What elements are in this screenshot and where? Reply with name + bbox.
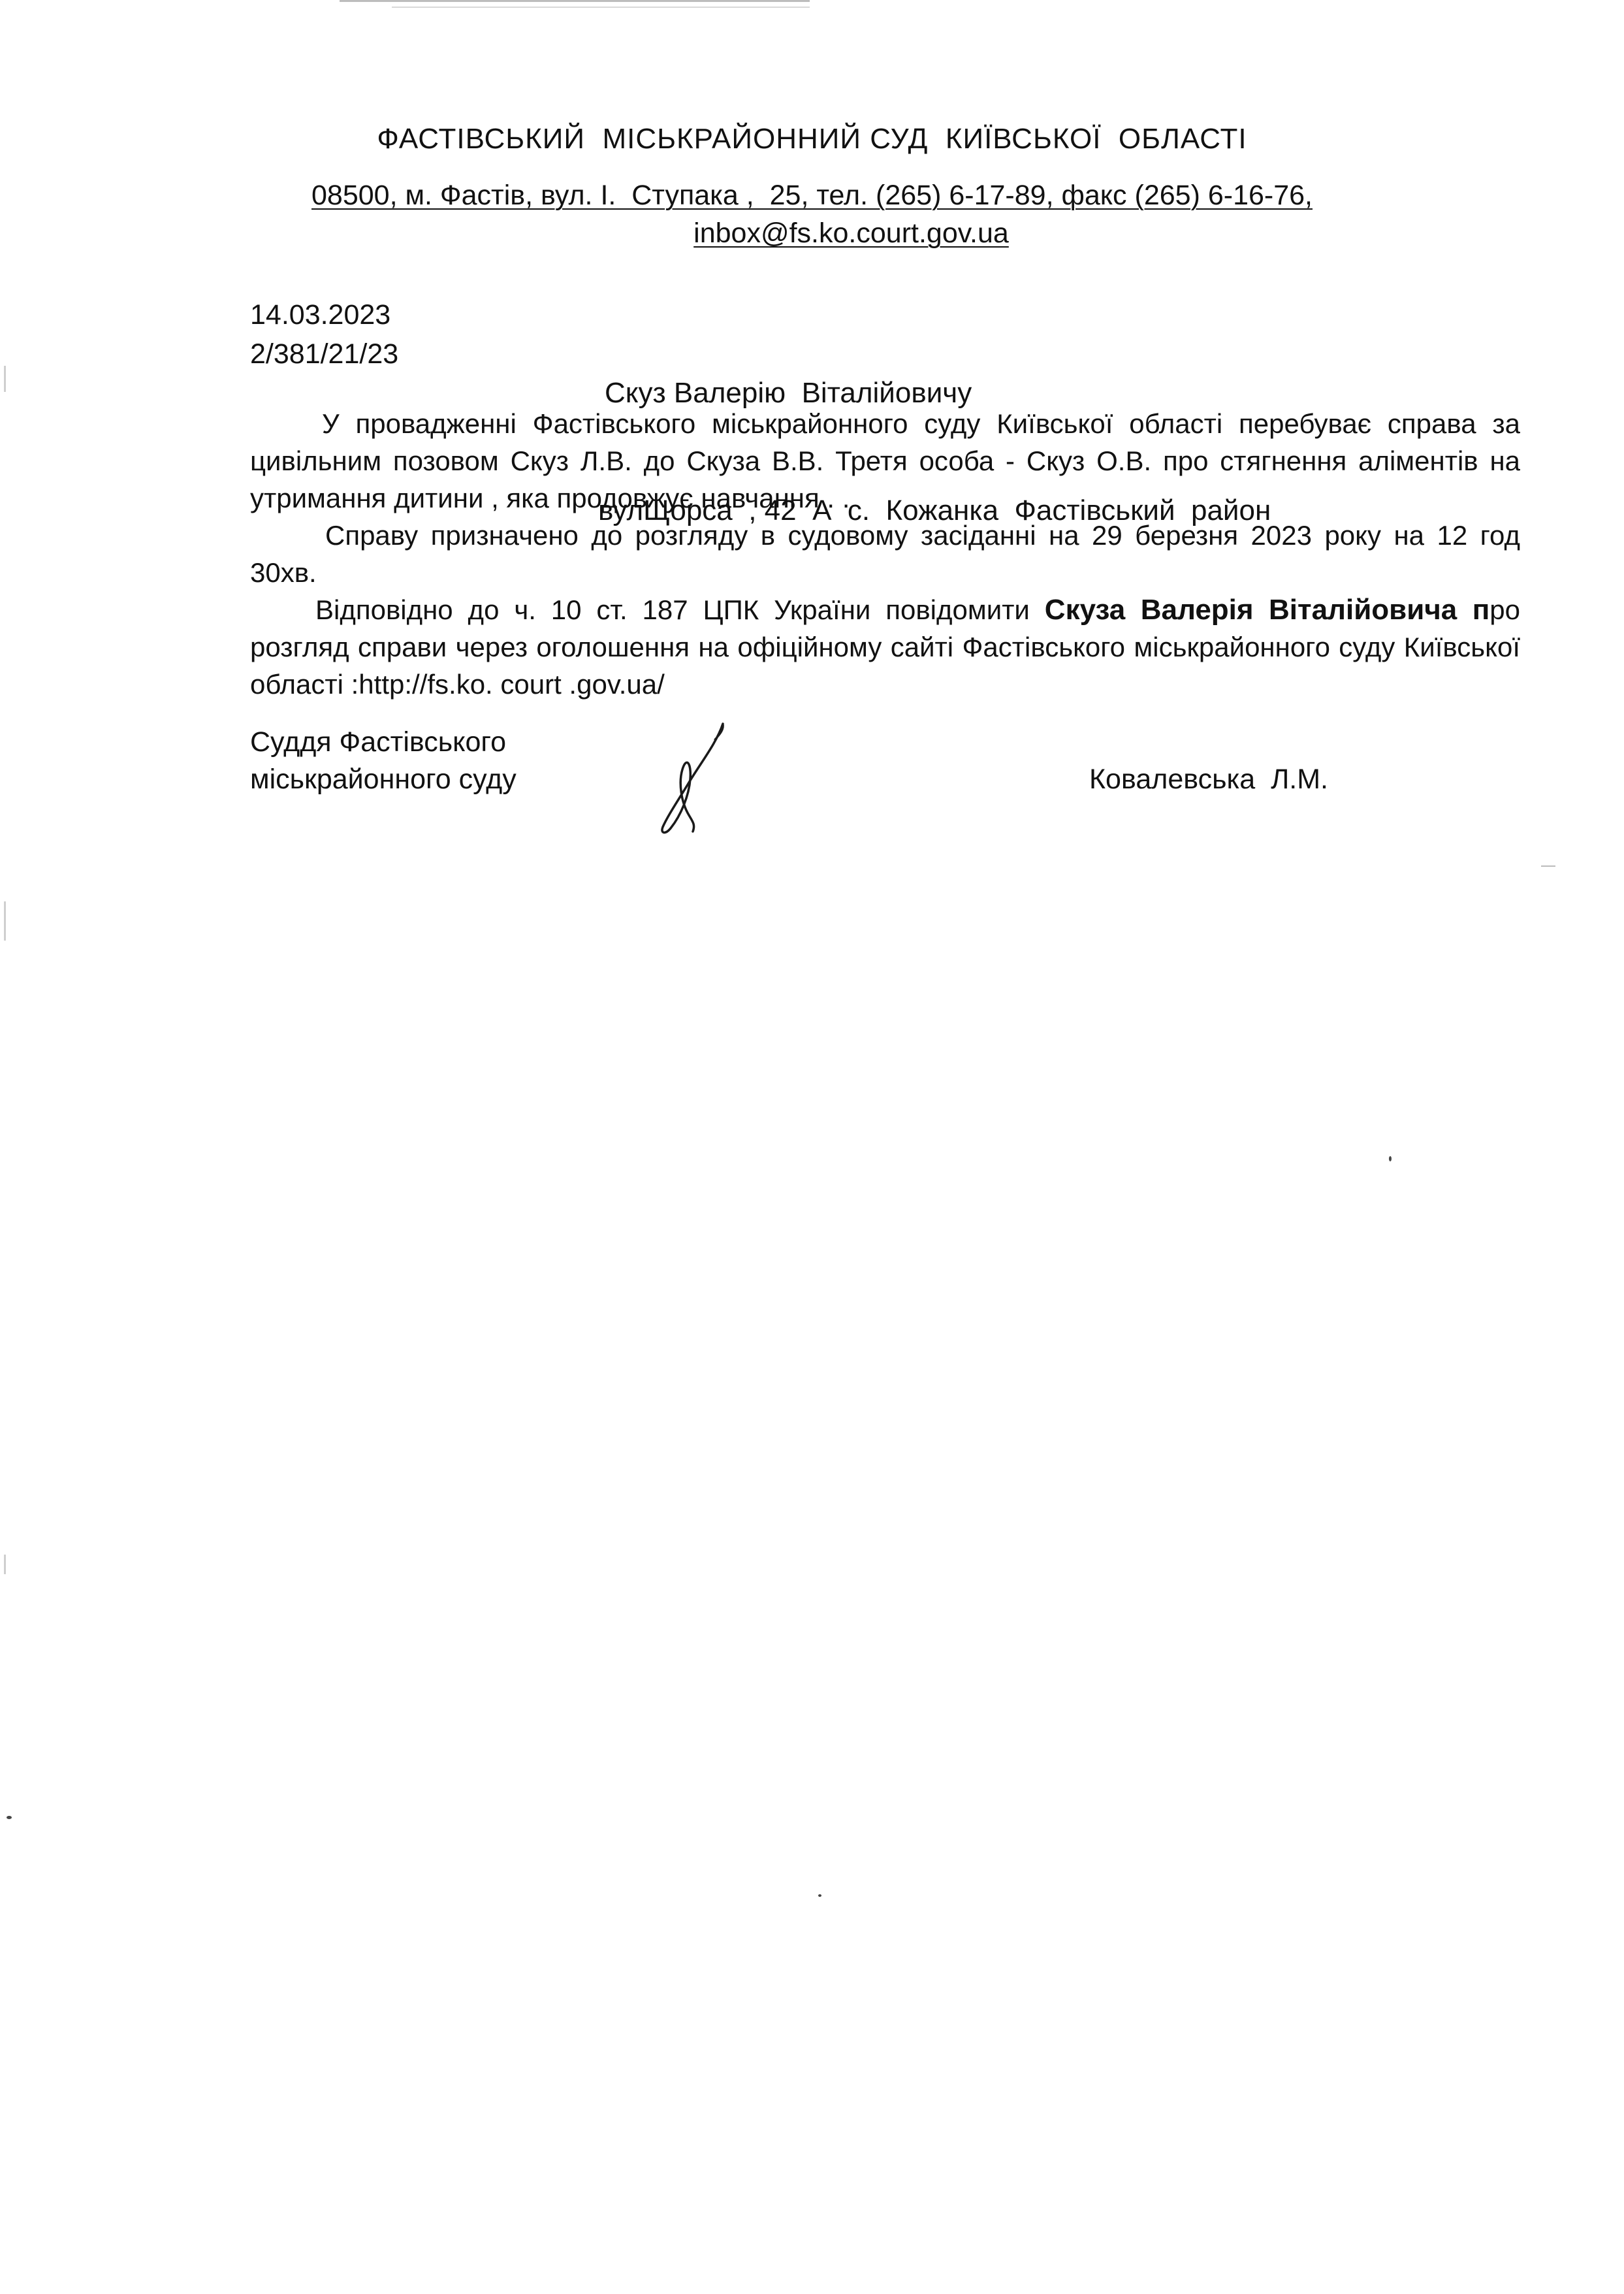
- notice-paragraph-hearing: Справу призначено до розгляду в судовому засіданні на 29 березня 2023 року на 12 год 30хв.: [250, 520, 1520, 588]
- notification-text-start: Відповідно до ч. 10 ст. 187 ЦПК України повідомити: [315, 594, 1045, 625]
- judge-name: Ковалевська Л.М.: [1089, 764, 1329, 795]
- notice-body: [250, 405, 1520, 703]
- judge-position-line: міськрайонного суду: [250, 764, 517, 795]
- recipient-address: вулЩорса , 42 А с. Кожанка Фастівський район: [598, 494, 1271, 526]
- notice-paragraph-notification: [250, 591, 1520, 703]
- court-email: inbox@fs.ko.court.gov.ua: [693, 218, 1009, 249]
- scan-speck: [7, 1816, 12, 1819]
- case-number: 2/381/21/23: [250, 338, 399, 370]
- scan-edge-mark: [4, 366, 6, 392]
- document-meta: [250, 295, 398, 374]
- court-name-heading: ФАСТІВСЬКИЙ МІСЬКРАЙОННИЙ СУД КИЇВСЬКОЇ ОБЛАСТІ: [377, 123, 1247, 155]
- scan-edge-mark: [4, 1555, 6, 1574]
- scan-artifact-line: [392, 7, 810, 8]
- scan-speck: [1389, 1156, 1392, 1161]
- judge-position: [250, 724, 517, 798]
- scan-speck: [818, 1894, 821, 1897]
- notification-text-end: ро розгляд справи через оголошення на офіційному сайті Фастівського міськрайонного суду Київської області :http://fs.ko. court .gov.ua/: [250, 594, 1521, 700]
- notice-paragraph-proceedings: У провадженні Фастівського міськрайонного суду Київської області перебуває справа за цивільним позовом Скуз Л.В. до Скуза В.В. Третя особа - Скуз О.В. про стягнення аліментів на утримання дитини , яка продовжує навчання . .: [250, 408, 1520, 513]
- court-contacts: [0, 176, 1624, 252]
- recipient-name: Скуз Валерію Віталійовичу: [605, 377, 972, 409]
- scan-speck: [1541, 865, 1555, 867]
- document-date: 14.03.2023: [250, 299, 391, 331]
- handwritten-signature: [643, 717, 741, 841]
- judge-position-line: Суддя Фастівського: [250, 726, 507, 758]
- scan-edge-mark: [4, 901, 6, 941]
- scan-artifact-line: [340, 0, 810, 2]
- court-address-line: 08500, м. Фастів, вул. І. Ступака , 25, тел. (265) 6-17-89, факс (265) 6-16-76,: [311, 180, 1313, 211]
- defendant-name-bold: Скуза Валерія Віталійовича п: [1044, 594, 1490, 626]
